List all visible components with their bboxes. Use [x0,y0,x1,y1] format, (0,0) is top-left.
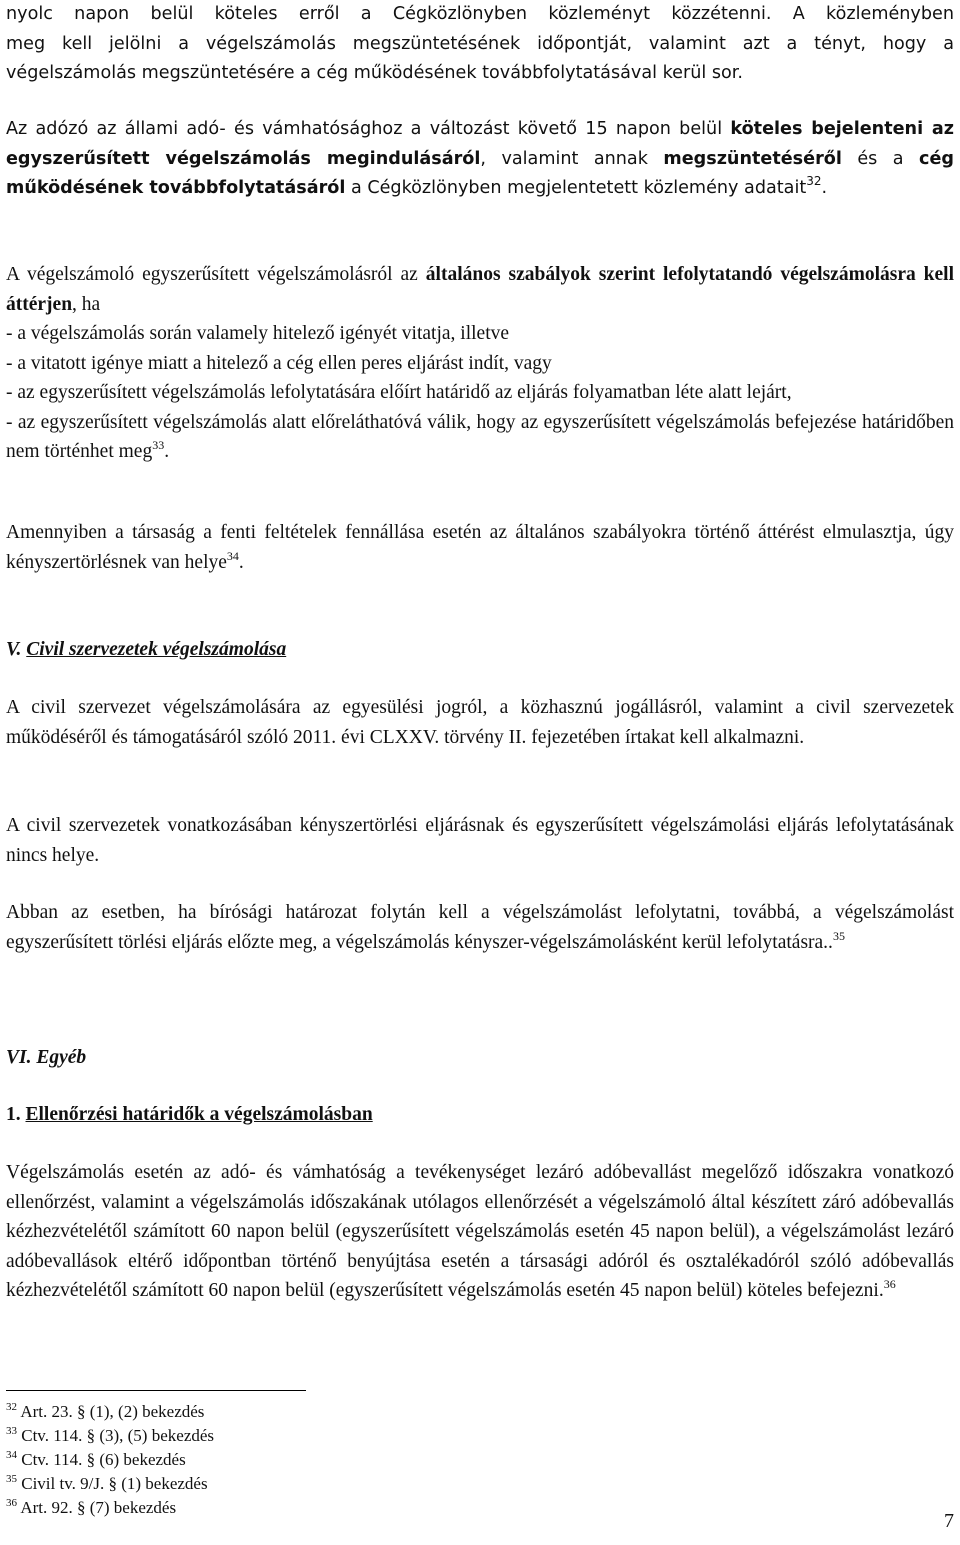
footnote: $^{34}$ Ctv. 114. § (6) bekezdés [6,1449,186,1469]
text-line: végelszámolás megszüntetésére a cég működésének továbbfolytatásával kerül sor. [6,63,743,83]
text-span: Végelszámolás esetén az adó- és vámhatóság a tevékenységet lezáró adóbevallást megelőző időszakra vonatkozó ellenőrzést, valamint a végelszámolás időszakának utólagos ellenőrzését a végelszámoló által készített záró adóbevallás kézhezvételétől számított 60 napon belül (egyszerűsített végelszámolás esetén 45 napon belül), a végelszámolást lezáró adóbevallások eltérő időpontban történő benyújtása esetén a társasági adóról és osztalékadóról szóló adóbevallás kézhezvételétől számított 60 napon belül (egyszerűsített végelszámolás esetén 45 napon belül) köteles befejezni. [6,1162,954,1301]
bold-span: megszüntetéséről [663,148,842,169]
section-title: Civil szervezetek végelszámolása [26,639,287,660]
footnote-ref: 36 [883,1277,896,1291]
footnote-text: Civil tv. 9/J. § (1) bekezdés [21,1474,208,1493]
footnote-separator [6,1390,306,1391]
footnote-text: Art. 23. § (1), (2) bekezdés [20,1402,205,1421]
list-item: - a vitatott igénye miatt a hitelező a cég ellen peres eljárást indít, vagy [6,352,552,374]
paragraph-forced-deletion [6,518,954,577]
text-span: A végelszámoló egyszerűsített végelszámolásról az [6,264,426,285]
footnote: $^{33}$ Ctv. 114. § (3), (5) bekezdés [6,1425,215,1445]
text-span: Amennyiben a társaság a fenti feltételek fennállása esetén az általános szabályokra történő áttérést elmulasztja, úgy kényszertörlésnek van helye [6,522,954,573]
footnote-text: Ctv. 114. § (6) bekezdés [21,1450,186,1469]
text-span: . [821,178,828,198]
bold-span: köteles bejelenteni az egyszerűsített végelszámolás megindulásáról [6,119,954,169]
footnote: $^{36}$ Art. 92. § (7) bekezdés [6,1497,177,1517]
section-heading-vi: VI. Egyéb [6,1047,87,1068]
list-item [6,408,954,467]
paragraph-liquidation-termination [6,0,954,89]
section-number: V. [6,639,22,660]
text-span: , ha [72,293,101,315]
footnote-ref: 34 [226,548,239,563]
text-span: . [238,551,244,573]
footnote-text: Ctv. 114. § (3), (5) bekezdés [21,1426,215,1445]
text-span: - az egyszerűsített végelszámolás alatt előreláthatóvá válik, hogy az egyszerűsített végelszámolás befejezése határidőben nem történhet meg [6,411,954,462]
footnote-ref: 35 [832,928,845,943]
list-item: - a végelszámolás során valamely hitelező igényét vitatja, illetve [6,323,510,344]
paragraph-tax-notification [6,115,954,204]
footnote: $^{32}$ Art. 23. § (1), (2) bekezdés [6,1401,205,1421]
text-span: a Cégközlönyben megjelentetett közlemény adatait [345,178,807,198]
section-heading-v [6,635,954,665]
bold-span: általános szabályok szerint lefolytatandó végelszámolásra kell áttérjen [6,264,954,315]
text-line: nyolc napon belül köteles erről a Cégközlönyben közleményt közzétenni. A közleményben [6,4,954,24]
subsection-heading [6,1100,954,1130]
paragraph-civil-organizations: A civil szervezet végelszámolására az egyesülési jogról, a közhasznú jogállásról, valamint a civil szervezetek működéséről és támogatásáról szóló 2011. évi CLXXV. törvény II. fejezetében írtakat kell alkalmazni. [6,697,954,748]
bold-span: cég működésének továbbfolytatásáról [6,148,954,198]
text-span: . [164,441,170,462]
footnote-ref: 33 [152,438,165,452]
list-item: - az egyszerűsített végelszámolás lefolytatására előírt határidő az eljárás folyamatban léte alatt lejárt, [6,382,792,403]
paragraph-audit-deadlines [6,1158,954,1306]
text-line: meg kell jelölni a végelszámolás megszüntetésének időpontját, valamint azt a tényt, hogy a [6,33,954,54]
subsection-title: Ellenőrzési határidők a végelszámolásban [25,1104,373,1125]
subsection-number: 1. [6,1104,21,1125]
footnote-text: Art. 92. § (7) bekezdés [20,1498,177,1517]
paragraph-civil-exemption: A civil szervezetek vonatkozásában kényszertörlési eljárásnak és egyszerűsített végelszámolási eljárás lefolytatásának nincs helye. [6,815,954,866]
text-span: , valamint annak [480,148,664,169]
text-span: Az adózó az állami adó- és vámhatósághoz a változást követő 15 napon belül [6,119,731,139]
intro-text [6,260,954,319]
page-number: 7 [944,1510,954,1532]
text-span: és a [841,148,920,169]
paragraph-court-decision [6,898,954,957]
text-span: Abban az esetben, ha bírósági határozat folytán kell a végelszámolást lefolytatni, továbbá, a végelszámolást egyszerűsített törlési eljárás előzte meg, a végelszámolás kényszer-végelszámolásként kerül lefolytatásra.. [6,902,954,953]
paragraph-switch-conditions [6,260,954,467]
footnote-ref: 32 [806,174,822,188]
footnote: $^{35}$ Civil tv. 9/J. § (1) bekezdés [6,1473,208,1493]
